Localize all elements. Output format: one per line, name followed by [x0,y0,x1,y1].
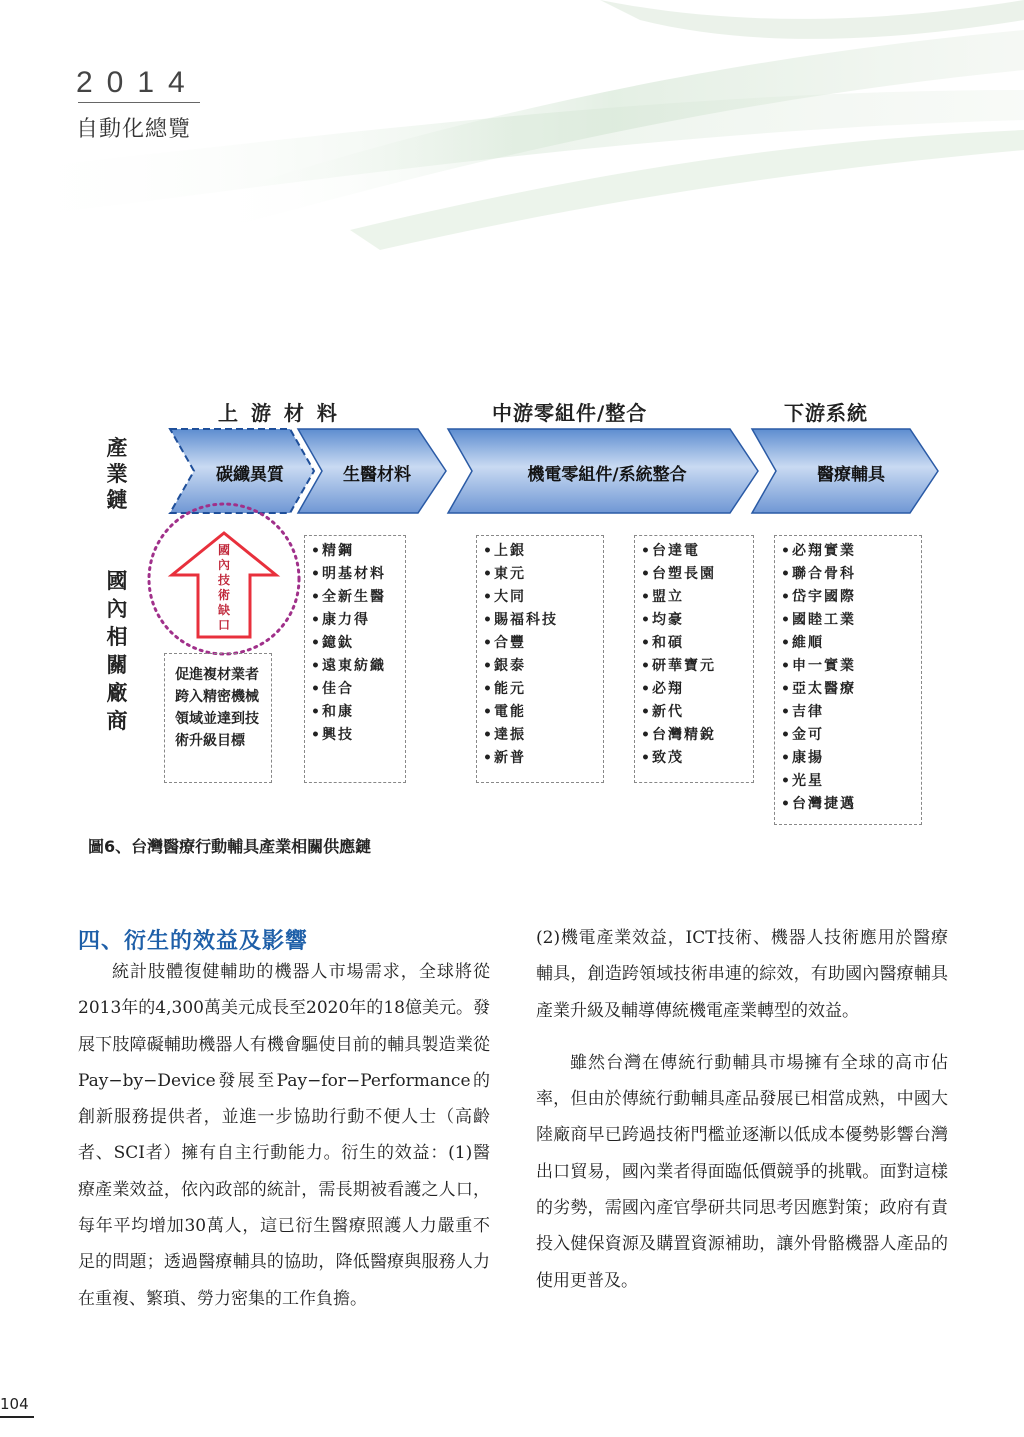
vendor-item: •大同 [483,589,526,605]
tech-gap-label: 國內技術缺口 [217,543,230,632]
vendor-item: •能元 [483,681,526,697]
goal-text: 促進複材業者跨入精密機械領域並達到技術升級目標 [175,667,259,749]
vendor-item: •台灣捷邁 [781,796,856,812]
vendor-item: •合豐 [483,635,526,651]
vendor-item: •台灣精銳 [641,727,716,743]
vendor-item: •達振 [483,727,526,743]
figure-caption: 圖6、台灣醫療行動輔具產業相關供應鏈 [88,837,372,856]
vendor-item: •聯合骨科 [781,566,856,582]
vendor-item: •銀泰 [483,658,526,674]
vendor-item: •新普 [483,750,526,766]
vendor-item: •康揚 [781,750,824,766]
right-column [536,920,948,1299]
vendor-item: •上銀 [483,543,526,559]
vendor-item: •東元 [483,566,526,582]
vendor-list-mid2 [635,536,753,770]
vendor-item: •國睦工業 [781,612,856,628]
vendor-item: •致茂 [641,750,684,766]
chevron-label-mechatronics: 機電零組件/系統整合 [527,465,687,485]
chevron-label-medical: 醫療輔具 [817,465,885,485]
right-paragraph-2: 雖然台灣在傳統行動輔具市場擁有全球的高市佔率，但由於傳統行動輔具產品發展已相當成熟，中國大陸廠商早已跨過技術門檻並逐漸以低成本優勢影響台灣出口貿易，國內業者得面臨低價競爭的挑戰。面對這樣的劣勢，需國內產官學研共同思考因應對策；政府有責投入健保資源及購置資源補助，讓外骨骼機器人產品的使用更普及。 [536,1052,948,1291]
vendor-item: •研華寶元 [641,658,716,674]
chevron-label-carbon: 碳纖異質 [216,465,284,485]
side-label-chain: 產業鏈 [106,436,128,512]
vendor-item: •盟立 [641,589,684,605]
vendor-item: •明基材料 [311,566,386,582]
stage-downstream: 下游系統 [784,401,868,425]
vendor-box-mid1 [476,535,604,783]
vendor-item: •新代 [641,704,684,720]
header-title: 自動化總覽 [76,117,192,142]
right-paragraph-1: (2)機電產業效益，ICT技術、機器人技術應用於醫療輔具，創造跨領域技術串連的綜效，有助國內醫療輔具產業升級及輔導傳統機電產業轉型的效益。 [536,928,948,1021]
vendor-list-bio [305,536,405,747]
vendor-item: •精鋼 [311,543,354,559]
vendor-item: •和碩 [641,635,684,651]
vendor-item: •台塑長園 [641,566,716,582]
vendor-item: •吉律 [781,704,824,720]
vendor-item: •申一實業 [781,658,856,674]
left-column [78,954,490,1317]
vendor-item: •鐿鈦 [311,635,354,651]
vendor-item: •全新生醫 [311,589,386,605]
vendor-item: •台達電 [641,543,700,559]
goal-box [164,653,272,783]
vendor-item: •岱宇國際 [781,589,856,605]
vendor-item: •和康 [311,704,354,720]
vendor-item: •必翔 [641,681,684,697]
side-label-vendors: 國內相關廠商 [106,569,128,733]
header-year: 2014 [76,66,199,99]
vendor-item: •亞太醫療 [781,681,856,697]
vendor-item: •光星 [781,773,824,789]
vendor-item: •佳合 [311,681,354,697]
vendor-item: •康力得 [311,612,370,628]
vendor-box-mid2 [634,535,754,783]
vendor-item: •興技 [311,727,354,743]
vendor-box-down [774,535,922,825]
vendor-item: •必翔實業 [781,543,856,559]
chevron-label-bio: 生醫材料 [343,465,411,485]
vendor-item: •維順 [781,635,824,651]
vendor-item: •金可 [781,727,824,743]
supply-chain-diagram [100,385,960,835]
stage-midstream: 中游零組件/整合 [492,401,648,425]
vendor-list-down [775,536,921,816]
vendor-item: •遠東紡織 [311,658,386,674]
vendor-box-bio [304,535,406,783]
left-paragraph: 統計肢體復健輔助的機器人市場需求，全球將從2013年的4,300萬美元成長至2020年的18億美元。發展下肢障礙輔助機器人有機會驅使目前的輔具製造業從Pay−by−Device發展至Pay−for−Performance的創新服務提供者，並進一步協助行動不便人士（高齡者、SCI者）擁有自主行動能力。衍生的效益：(1)醫療產業效益，依內政部的統計，需長期被看護之人口，每年平均增加30萬人，這已衍生醫療照護人力嚴重不足的問題；透過醫療輔具的協助，降低醫療與服務人力在重複、繁瑣、勞力密集的工作負擔。 [78,962,490,1309]
vendor-item: •賜福科技 [483,612,558,628]
page-number: 104 [0,1395,29,1413]
header-divider [78,102,200,103]
page-number-rule [0,1416,34,1418]
vendor-list-mid1 [477,536,603,770]
vendor-item: •電能 [483,704,526,720]
vendor-item: •均豪 [641,612,684,628]
stage-upstream: 上 游 材 料 [218,401,340,425]
section-title: 四、衍生的效益及影響 [78,929,309,954]
